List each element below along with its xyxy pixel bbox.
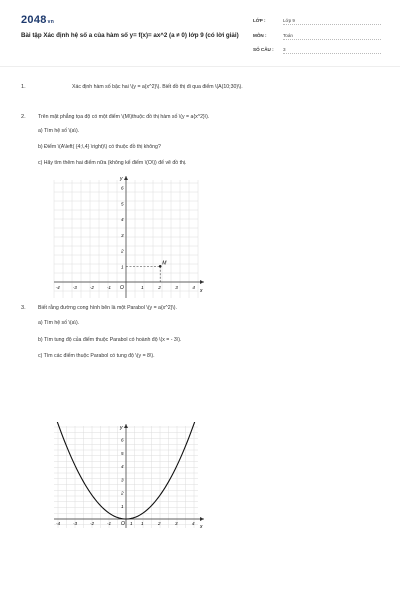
x-tick-label: 2 [158,285,161,290]
x-axis-label: x [200,524,203,530]
x-tick-label: -2 [90,521,95,526]
graph-point-m [48,172,208,302]
x-axis-arrow [200,280,204,284]
question-part: c) Hãy tìm thêm hai điểm nữa (không kể điểm \(O\)) để vẽ đồ thị. [38,160,187,166]
x-tick-label: 4 [192,521,195,526]
point-m-label: M [162,260,167,267]
question-part: a) Tìm hệ số \(a\). [38,320,80,326]
question-part: b) Điểm \(A\left( {4;\,4} \right)\) có thuộc đồ thị không? [38,144,161,150]
question-text: Trên mặt phẳng tọa độ có một điểm \(M\)thuộc đồ thị hàm số \(y = a{x^2}\). [38,114,210,120]
origin-label: O [120,285,124,291]
x-tick-label: 4 [192,285,195,290]
x-tick-label: 1 [129,521,133,526]
x-tick-label: 1 [141,521,144,526]
x-tick-label: -4 [55,285,60,290]
y-axis-label: y [120,176,123,182]
y-tick-label: 1 [121,264,124,270]
y-tick-label: 3 [121,232,124,238]
y-tick-label: 6 [121,437,124,443]
y-tick-label: 1 [121,503,124,509]
meta-class-label: LỚP : [253,18,266,23]
origin-label: O [121,521,125,527]
y-tick-label: 4 [121,217,124,222]
x-tick-label: -3 [72,285,77,290]
page-header [0,0,400,67]
y-tick-labels [120,438,124,509]
x-tick-label: 1 [141,285,144,290]
question-number: 1. [21,84,26,90]
site-logo[interactable]: 2048vn [21,14,55,26]
x-tick-label: -4 [56,521,61,526]
meta-count-value: 3 [283,47,381,54]
x-tick-label: -3 [73,521,78,526]
worksheet-title: Bài tập Xác định hệ số a của hàm số y= f(x)= ax^2 (a ≠ 0) lớp 9 (có lời giải) [21,32,239,39]
y-tick-label: 4 [121,464,124,470]
x-tick-label: 3 [175,521,178,526]
x-tick-label: -1 [106,285,111,290]
question-text: Biết rằng đường cong hình bên là một Parabol \(y = a{x^2}\). [38,305,177,311]
x-axis-label: x [200,288,203,294]
y-tick-label: 6 [121,185,124,191]
x-tick-label: 2 [158,521,161,526]
x-tick-labels [56,285,196,290]
y-tick-label: 3 [121,477,124,483]
meta-subject-label: MÔN : [253,33,267,38]
meta-subject-value: Toán [283,33,381,40]
x-tick-label: -1 [107,521,112,526]
y-tick-label: 2 [121,490,124,496]
graph-parabola [48,422,208,530]
question-part: b) Tìm tung độ của điểm thuộc Parabol có hoành độ \(x = - 3\). [38,337,182,343]
point-m [159,265,162,268]
question-number: 3. [21,305,26,311]
question-part: a) Tìm hệ số \(a\). [38,128,80,134]
y-tick-labels [120,186,124,270]
meta-class-value: Lớp 9 [283,18,381,25]
y-tick-label: 5 [121,201,124,207]
y-tick-label: 2 [121,248,124,254]
x-axis-arrow [200,517,204,521]
question-number: 2. [21,114,26,120]
y-tick-label: 5 [121,450,124,456]
question-text: Xác định hàm số bậc hai \(y = a{x^2}\). Biết đồ thị đi qua điểm \(A(10;30)\). [72,84,243,90]
x-tick-label: 3 [175,285,178,290]
question-part: c) Tìm các điểm thuộc Parabol có tung độ \(y = 8\). [38,353,155,359]
y-axis-arrow [124,424,128,428]
y-axis-label: y [120,425,123,431]
x-tick-label: -2 [89,285,94,290]
x-tick-labels [56,521,195,526]
y-axis-arrow [124,176,128,180]
meta-count-label: SỐ CÂU : [253,47,274,52]
